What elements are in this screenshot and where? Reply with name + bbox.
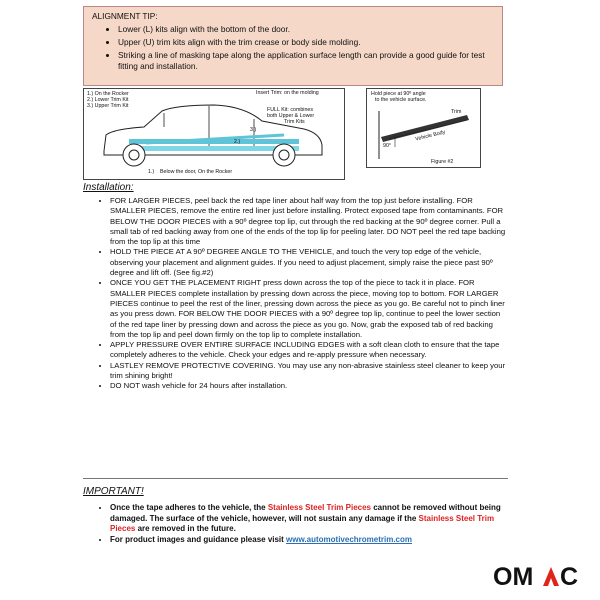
list-item: • HOLD THE PIECE AT A 90º DEGREE ANGLE TO THE VEHICLE, and touch the very top edge of the vehicle, observing your placement and alignment guides. If you need to adjust placement, simply raise the piece past 90º degree and lift off. (See fig.#2) [110,247,508,278]
important-list [88,503,508,545]
list-item: • Upper (U) trim kits align with the trim crease or body side molding. [118,37,494,48]
list-item: • Lower (L) kits align with the bottom of the door. [118,24,494,35]
figure-number: Figure #2 [431,159,454,165]
list-item: • DO NOT wash vehicle for 24 hours after installation. [110,381,508,391]
legend-item: 2.) Lower Trim Kit [87,97,129,103]
highlight-text: Stainless Steel Trim Pieces [267,503,371,512]
list-item: • For product images and guidance please visit www.automotivechrometrim.com [110,535,508,546]
figure-2-diagram [366,88,481,168]
divider [83,478,508,479]
installation-heading: Installation: [83,182,134,193]
list-item: • FOR LARGER PIECES, peel back the red tape liner about half way from the top just before installing. FOR SMALLER PIECES, remove the entire red liner just before installing. Protect exposed tape from contaminants. FOR BELOW THE DOOR PIECES with a 90º degree top lip, cut through the red backing at the 90º degree corner. Pull a small tab of red backing away from one of the ends of the top lip for peeling later. DO NOT peel the red tape backing from the top lip at this time [110,196,508,247]
important-heading: IMPORTANT! [83,486,144,497]
trim-label: Trim [451,109,462,115]
legend-item: 1.) On the Rocker [87,91,129,97]
figure-caption: to the vehicle surface. [375,97,427,103]
svg-text:C: C [560,564,579,588]
insert-trim-label: Insert Trim: on the molding [256,90,319,96]
full-kit-label: both Upper & Lower [267,113,315,119]
omac-logo [493,564,581,588]
list-item: • LASTLEY REMOVE PROTECTIVE COVERING. You may use any non-abrasive stainless steel cleaner to keep your trim shining bright! [110,361,508,382]
full-kit-label: Trim Kits [284,119,305,125]
svg-text:OM: OM [493,564,534,588]
angle-label: 90° [383,143,392,149]
list-item: • Striking a line of masking tape along the application surface length can provide a good guide for test fitting and installation. [118,50,494,72]
full-kit-label: FULL Kit: combines [267,107,314,113]
number-label: 2.) [234,139,241,145]
alignment-tip-list [92,24,494,72]
number-label: 3.) [250,127,257,133]
alignment-tip-box [83,6,503,86]
alignment-tip-title: ALIGNMENT TIP: [92,11,158,21]
list-item: • APPLY PRESSURE OVER ENTIRE SURFACE INCLUDING EDGES with a soft clean cloth to ensure that the tape completely adheres to the vehicle. Check your edges and re-apply pressure when necessary. [110,340,508,361]
car-trim-diagram [83,88,345,180]
list-item: • ONCE YOU GET THE PLACEMENT RIGHT press down across the top of the piece to tack it in place. FOR SMALLER PIECES complete installation by pressing down across the piece, moving top to bottom. FOR LARGER PIECES continue to peel the rest of the liner, pressing down across the piece as you go. Be careful not to pinch liner as you press down. FOR BELOW THE DOOR PIECES with a 90º degree top lip, continue to peel the lower section of the red tape liner by pressing down and across the piece as you go. Now, grab the exposed tab of red backing from the top lip and peel down firmly on the top lip to complete installation. [110,278,508,340]
website-link[interactable]: www.automotivechrometrim.com [286,534,412,544]
rocker-label: Below the door, On the Rocker [160,169,233,175]
legend-item: 3.) Upper Trim Kit [87,103,129,109]
list-item: • Once the tape adheres to the vehicle, the Stainless Steel Trim Pieces cannot be removed without being damaged. The surface of the vehicle, however, will not sustain any damage if the Stainless Steel Trim Pieces are removed in the future. [110,503,508,535]
figure-caption: Hold piece at 90º angle [371,91,426,97]
vehicle-body-label: Vehicle Body [414,129,446,143]
installation-list [88,196,508,392]
number-label: 1.) [148,169,155,175]
highlight-text: Stainless Steel Trim Pieces [110,513,495,534]
